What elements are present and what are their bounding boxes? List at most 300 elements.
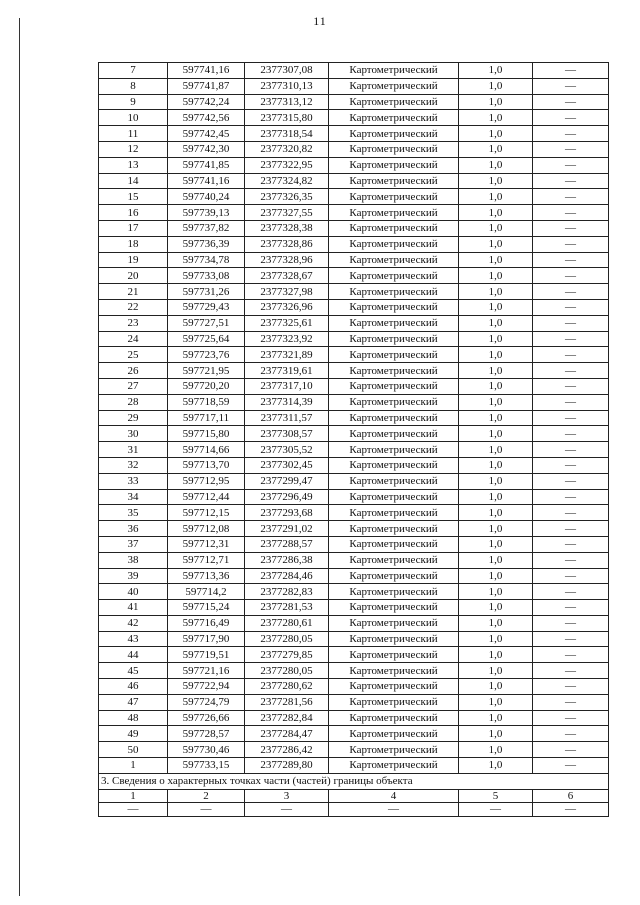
- accuracy-cell: 1,0: [459, 110, 533, 126]
- accuracy-cell: 1,0: [459, 63, 533, 79]
- description-cell: —: [533, 568, 609, 584]
- point-number-cell: 23: [99, 315, 168, 331]
- table-row: [99, 568, 609, 584]
- description-cell: —: [533, 63, 609, 79]
- accuracy-cell: 1,0: [459, 284, 533, 300]
- y-coordinate-cell: 2377282,83: [245, 584, 329, 600]
- accuracy-cell: 1,0: [459, 78, 533, 94]
- point-number-cell: 22: [99, 299, 168, 315]
- x-coordinate-cell: 597720,20: [168, 378, 245, 394]
- table-row: [99, 710, 609, 726]
- method-cell: Картометрический: [329, 489, 459, 505]
- x-coordinate-cell: 597739,13: [168, 205, 245, 221]
- y-coordinate-cell: 2377317,10: [245, 378, 329, 394]
- table-row: [99, 268, 609, 284]
- y-coordinate-cell: 2377310,13: [245, 78, 329, 94]
- x-coordinate-cell: 597724,79: [168, 694, 245, 710]
- x-coordinate-cell: 597722,94: [168, 679, 245, 695]
- description-cell: —: [533, 363, 609, 379]
- description-cell: —: [533, 126, 609, 142]
- description-cell: —: [533, 758, 609, 774]
- method-cell: Картометрический: [329, 347, 459, 363]
- x-coordinate-cell: 597715,24: [168, 600, 245, 616]
- method-cell: Картометрический: [329, 173, 459, 189]
- y-coordinate-cell: 2377328,86: [245, 236, 329, 252]
- page-number: 11: [313, 14, 327, 28]
- x-coordinate-cell: 597741,85: [168, 157, 245, 173]
- point-number-cell: 37: [99, 536, 168, 552]
- y-coordinate-cell: 2377328,67: [245, 268, 329, 284]
- method-cell: Картометрический: [329, 631, 459, 647]
- x-coordinate-cell: 597712,08: [168, 521, 245, 537]
- point-number-cell: 18: [99, 236, 168, 252]
- y-coordinate-cell: 2377289,80: [245, 758, 329, 774]
- table-row: [99, 694, 609, 710]
- x-coordinate-cell: 597713,70: [168, 457, 245, 473]
- table-row: [99, 410, 609, 426]
- method-cell: Картометрический: [329, 600, 459, 616]
- method-cell: Картометрический: [329, 126, 459, 142]
- point-number-cell: 38: [99, 552, 168, 568]
- description-cell: —: [533, 615, 609, 631]
- point-number-cell: 34: [99, 489, 168, 505]
- accuracy-cell: 1,0: [459, 220, 533, 236]
- description-cell: —: [533, 157, 609, 173]
- x-coordinate-cell: 597736,39: [168, 236, 245, 252]
- y-coordinate-cell: 2377321,89: [245, 347, 329, 363]
- x-coordinate-cell: 597717,11: [168, 410, 245, 426]
- table-row: [99, 236, 609, 252]
- accuracy-cell: 1,0: [459, 536, 533, 552]
- description-cell: —: [533, 220, 609, 236]
- accuracy-cell: 1,0: [459, 568, 533, 584]
- point-number-cell: 14: [99, 173, 168, 189]
- table-row: [99, 631, 609, 647]
- y-coordinate-cell: 2377288,57: [245, 536, 329, 552]
- accuracy-cell: 1,0: [459, 94, 533, 110]
- point-number-cell: 25: [99, 347, 168, 363]
- method-cell: Картометрический: [329, 694, 459, 710]
- accuracy-cell: 1,0: [459, 173, 533, 189]
- y-coordinate-cell: 2377281,56: [245, 694, 329, 710]
- table-row: [99, 742, 609, 758]
- method-cell: Картометрический: [329, 268, 459, 284]
- section3-empty-cell: —: [533, 803, 609, 817]
- x-coordinate-cell: 597728,57: [168, 726, 245, 742]
- y-coordinate-cell: 2377324,82: [245, 173, 329, 189]
- point-number-cell: 44: [99, 647, 168, 663]
- point-number-cell: 41: [99, 600, 168, 616]
- y-coordinate-cell: 2377305,52: [245, 442, 329, 458]
- accuracy-cell: 1,0: [459, 331, 533, 347]
- y-coordinate-cell: 2377314,39: [245, 394, 329, 410]
- method-cell: Картометрический: [329, 726, 459, 742]
- point-number-cell: 43: [99, 631, 168, 647]
- point-number-cell: 28: [99, 394, 168, 410]
- x-coordinate-cell: 597741,16: [168, 63, 245, 79]
- accuracy-cell: 1,0: [459, 442, 533, 458]
- table-row: [99, 252, 609, 268]
- method-cell: Картометрический: [329, 363, 459, 379]
- description-cell: —: [533, 647, 609, 663]
- point-number-cell: 33: [99, 473, 168, 489]
- point-number-cell: 50: [99, 742, 168, 758]
- accuracy-cell: 1,0: [459, 205, 533, 221]
- section3-empty-row: [99, 803, 609, 817]
- table-row: [99, 157, 609, 173]
- x-coordinate-cell: 597734,78: [168, 252, 245, 268]
- method-cell: Картометрический: [329, 157, 459, 173]
- method-cell: Картометрический: [329, 252, 459, 268]
- y-coordinate-cell: 2377313,12: [245, 94, 329, 110]
- x-coordinate-cell: 597737,82: [168, 220, 245, 236]
- accuracy-cell: 1,0: [459, 315, 533, 331]
- description-cell: —: [533, 694, 609, 710]
- x-coordinate-cell: 597717,90: [168, 631, 245, 647]
- method-cell: Картометрический: [329, 205, 459, 221]
- table-row: [99, 647, 609, 663]
- table-row: [99, 110, 609, 126]
- method-cell: Картометрический: [329, 284, 459, 300]
- method-cell: Картометрический: [329, 568, 459, 584]
- accuracy-cell: 1,0: [459, 473, 533, 489]
- point-number-cell: 1: [99, 758, 168, 774]
- point-number-cell: 8: [99, 78, 168, 94]
- accuracy-cell: 1,0: [459, 268, 533, 284]
- method-cell: Картометрический: [329, 742, 459, 758]
- table-row: [99, 426, 609, 442]
- description-cell: —: [533, 521, 609, 537]
- y-coordinate-cell: 2377325,61: [245, 315, 329, 331]
- section3-title: 3. Сведения о характерных точках части (частей) границы объекта: [99, 773, 609, 789]
- table-row: [99, 205, 609, 221]
- point-number-cell: 47: [99, 694, 168, 710]
- accuracy-cell: 1,0: [459, 141, 533, 157]
- table-row: [99, 394, 609, 410]
- x-coordinate-cell: 597742,24: [168, 94, 245, 110]
- accuracy-cell: 1,0: [459, 157, 533, 173]
- y-coordinate-cell: 2377280,05: [245, 663, 329, 679]
- description-cell: —: [533, 394, 609, 410]
- section3-empty-cell: —: [459, 803, 533, 817]
- description-cell: —: [533, 505, 609, 521]
- x-coordinate-cell: 597742,45: [168, 126, 245, 142]
- x-coordinate-cell: 597719,51: [168, 647, 245, 663]
- x-coordinate-cell: 597740,24: [168, 189, 245, 205]
- table-row: [99, 347, 609, 363]
- table-row: [99, 726, 609, 742]
- description-cell: —: [533, 331, 609, 347]
- y-coordinate-cell: 2377296,49: [245, 489, 329, 505]
- point-number-cell: 19: [99, 252, 168, 268]
- accuracy-cell: 1,0: [459, 631, 533, 647]
- point-number-cell: 9: [99, 94, 168, 110]
- table-row: [99, 442, 609, 458]
- method-cell: Картометрический: [329, 536, 459, 552]
- table-row: [99, 505, 609, 521]
- table-row: [99, 141, 609, 157]
- x-coordinate-cell: 597729,43: [168, 299, 245, 315]
- table-row: [99, 521, 609, 537]
- accuracy-cell: 1,0: [459, 457, 533, 473]
- table-row: [99, 584, 609, 600]
- y-coordinate-cell: 2377322,95: [245, 157, 329, 173]
- table-row: [99, 94, 609, 110]
- table-row: [99, 299, 609, 315]
- table-row: [99, 126, 609, 142]
- accuracy-cell: 1,0: [459, 363, 533, 379]
- description-cell: —: [533, 252, 609, 268]
- point-number-cell: 45: [99, 663, 168, 679]
- table-row: [99, 679, 609, 695]
- table-row: [99, 63, 609, 79]
- y-coordinate-cell: 2377279,85: [245, 647, 329, 663]
- y-coordinate-cell: 2377326,35: [245, 189, 329, 205]
- y-coordinate-cell: 2377328,96: [245, 252, 329, 268]
- description-cell: —: [533, 410, 609, 426]
- point-number-cell: 40: [99, 584, 168, 600]
- x-coordinate-cell: 597725,64: [168, 331, 245, 347]
- point-number-cell: 16: [99, 205, 168, 221]
- y-coordinate-cell: 2377311,57: [245, 410, 329, 426]
- method-cell: Картометрический: [329, 615, 459, 631]
- accuracy-cell: 1,0: [459, 426, 533, 442]
- accuracy-cell: 1,0: [459, 505, 533, 521]
- y-coordinate-cell: 2377307,08: [245, 63, 329, 79]
- y-coordinate-cell: 2377284,46: [245, 568, 329, 584]
- method-cell: Картометрический: [329, 663, 459, 679]
- y-coordinate-cell: 2377299,47: [245, 473, 329, 489]
- point-number-cell: 17: [99, 220, 168, 236]
- section3-title-row: [99, 773, 609, 789]
- table-row: [99, 173, 609, 189]
- coordinates-table: [98, 62, 609, 817]
- x-coordinate-cell: 597727,51: [168, 315, 245, 331]
- method-cell: Картометрический: [329, 647, 459, 663]
- point-number-cell: 21: [99, 284, 168, 300]
- point-number-cell: 39: [99, 568, 168, 584]
- x-coordinate-cell: 597742,56: [168, 110, 245, 126]
- point-number-cell: 30: [99, 426, 168, 442]
- description-cell: —: [533, 78, 609, 94]
- y-coordinate-cell: 2377280,05: [245, 631, 329, 647]
- table-row: [99, 600, 609, 616]
- method-cell: Картометрический: [329, 299, 459, 315]
- accuracy-cell: 1,0: [459, 126, 533, 142]
- description-cell: —: [533, 600, 609, 616]
- description-cell: —: [533, 315, 609, 331]
- table-row: [99, 758, 609, 774]
- description-cell: —: [533, 426, 609, 442]
- point-number-cell: 31: [99, 442, 168, 458]
- table-row: [99, 552, 609, 568]
- method-cell: Картометрический: [329, 473, 459, 489]
- method-cell: Картометрический: [329, 552, 459, 568]
- accuracy-cell: 1,0: [459, 552, 533, 568]
- description-cell: —: [533, 457, 609, 473]
- description-cell: —: [533, 584, 609, 600]
- method-cell: Картометрический: [329, 63, 459, 79]
- y-coordinate-cell: 2377302,45: [245, 457, 329, 473]
- y-coordinate-cell: 2377323,92: [245, 331, 329, 347]
- y-coordinate-cell: 2377286,38: [245, 552, 329, 568]
- x-coordinate-cell: 597733,15: [168, 758, 245, 774]
- x-coordinate-cell: 597712,71: [168, 552, 245, 568]
- accuracy-cell: 1,0: [459, 647, 533, 663]
- x-coordinate-cell: 597718,59: [168, 394, 245, 410]
- y-coordinate-cell: 2377308,57: [245, 426, 329, 442]
- x-coordinate-cell: 597721,16: [168, 663, 245, 679]
- accuracy-cell: 1,0: [459, 615, 533, 631]
- section3-header-cell: 4: [329, 789, 459, 803]
- x-coordinate-cell: 597715,80: [168, 426, 245, 442]
- point-number-cell: 35: [99, 505, 168, 521]
- description-cell: —: [533, 679, 609, 695]
- accuracy-cell: 1,0: [459, 378, 533, 394]
- accuracy-cell: 1,0: [459, 663, 533, 679]
- point-number-cell: 49: [99, 726, 168, 742]
- y-coordinate-cell: 2377280,62: [245, 679, 329, 695]
- description-cell: —: [533, 141, 609, 157]
- description-cell: —: [533, 173, 609, 189]
- method-cell: Картометрический: [329, 426, 459, 442]
- accuracy-cell: 1,0: [459, 726, 533, 742]
- table-row: [99, 78, 609, 94]
- point-number-cell: 42: [99, 615, 168, 631]
- accuracy-cell: 1,0: [459, 694, 533, 710]
- table-row: [99, 457, 609, 473]
- section3-header-cell: 2: [168, 789, 245, 803]
- method-cell: Картометрический: [329, 110, 459, 126]
- section3-header-cell: 3: [245, 789, 329, 803]
- accuracy-cell: 1,0: [459, 584, 533, 600]
- x-coordinate-cell: 597731,26: [168, 284, 245, 300]
- accuracy-cell: 1,0: [459, 489, 533, 505]
- method-cell: Картометрический: [329, 94, 459, 110]
- table-row: [99, 473, 609, 489]
- method-cell: Картометрический: [329, 220, 459, 236]
- y-coordinate-cell: 2377327,98: [245, 284, 329, 300]
- description-cell: —: [533, 726, 609, 742]
- method-cell: Картометрический: [329, 331, 459, 347]
- description-cell: —: [533, 536, 609, 552]
- x-coordinate-cell: 597726,66: [168, 710, 245, 726]
- accuracy-cell: 1,0: [459, 742, 533, 758]
- description-cell: —: [533, 552, 609, 568]
- accuracy-cell: 1,0: [459, 236, 533, 252]
- method-cell: Картометрический: [329, 236, 459, 252]
- section3-header-cell: 6: [533, 789, 609, 803]
- x-coordinate-cell: 597712,31: [168, 536, 245, 552]
- description-cell: —: [533, 347, 609, 363]
- point-number-cell: 7: [99, 63, 168, 79]
- method-cell: Картометрический: [329, 394, 459, 410]
- x-coordinate-cell: 597721,95: [168, 363, 245, 379]
- table-row: [99, 331, 609, 347]
- accuracy-cell: 1,0: [459, 600, 533, 616]
- description-cell: —: [533, 236, 609, 252]
- section3-header-row: [99, 789, 609, 803]
- description-cell: —: [533, 299, 609, 315]
- y-coordinate-cell: 2377280,61: [245, 615, 329, 631]
- point-number-cell: 36: [99, 521, 168, 537]
- description-cell: —: [533, 94, 609, 110]
- description-cell: —: [533, 284, 609, 300]
- description-cell: —: [533, 663, 609, 679]
- point-number-cell: 29: [99, 410, 168, 426]
- table-row: [99, 489, 609, 505]
- point-number-cell: 10: [99, 110, 168, 126]
- accuracy-cell: 1,0: [459, 521, 533, 537]
- method-cell: Картометрический: [329, 315, 459, 331]
- description-cell: —: [533, 268, 609, 284]
- point-number-cell: 12: [99, 141, 168, 157]
- y-coordinate-cell: 2377327,55: [245, 205, 329, 221]
- accuracy-cell: 1,0: [459, 189, 533, 205]
- point-number-cell: 27: [99, 378, 168, 394]
- x-coordinate-cell: 597741,87: [168, 78, 245, 94]
- description-cell: —: [533, 189, 609, 205]
- y-coordinate-cell: 2377293,68: [245, 505, 329, 521]
- point-number-cell: 15: [99, 189, 168, 205]
- table-row: [99, 189, 609, 205]
- accuracy-cell: 1,0: [459, 410, 533, 426]
- table-row: [99, 315, 609, 331]
- point-number-cell: 11: [99, 126, 168, 142]
- accuracy-cell: 1,0: [459, 347, 533, 363]
- accuracy-cell: 1,0: [459, 299, 533, 315]
- table-row: [99, 536, 609, 552]
- description-cell: —: [533, 378, 609, 394]
- point-number-cell: 48: [99, 710, 168, 726]
- method-cell: Картометрический: [329, 521, 459, 537]
- x-coordinate-cell: 597716,49: [168, 615, 245, 631]
- point-number-cell: 13: [99, 157, 168, 173]
- point-number-cell: 20: [99, 268, 168, 284]
- accuracy-cell: 1,0: [459, 679, 533, 695]
- description-cell: —: [533, 205, 609, 221]
- x-coordinate-cell: 597712,15: [168, 505, 245, 521]
- x-coordinate-cell: 597713,36: [168, 568, 245, 584]
- description-cell: —: [533, 110, 609, 126]
- y-coordinate-cell: 2377319,61: [245, 363, 329, 379]
- y-coordinate-cell: 2377286,42: [245, 742, 329, 758]
- accuracy-cell: 1,0: [459, 758, 533, 774]
- accuracy-cell: 1,0: [459, 710, 533, 726]
- x-coordinate-cell: 597714,66: [168, 442, 245, 458]
- x-coordinate-cell: 597712,44: [168, 489, 245, 505]
- section3-empty-cell: —: [168, 803, 245, 817]
- method-cell: Картометрический: [329, 141, 459, 157]
- y-coordinate-cell: 2377328,38: [245, 220, 329, 236]
- section3-header-cell: 1: [99, 789, 168, 803]
- y-coordinate-cell: 2377284,47: [245, 726, 329, 742]
- method-cell: Картометрический: [329, 505, 459, 521]
- table-row: [99, 220, 609, 236]
- description-cell: —: [533, 489, 609, 505]
- section3-empty-cell: —: [329, 803, 459, 817]
- y-coordinate-cell: 2377318,54: [245, 126, 329, 142]
- accuracy-cell: 1,0: [459, 394, 533, 410]
- coordinates-table-body: [99, 63, 609, 774]
- table-row: [99, 284, 609, 300]
- y-coordinate-cell: 2377282,84: [245, 710, 329, 726]
- section3-empty-cell: —: [99, 803, 168, 817]
- method-cell: Картометрический: [329, 758, 459, 774]
- point-number-cell: 32: [99, 457, 168, 473]
- page-left-margin-rule: [19, 18, 20, 896]
- method-cell: Картометрический: [329, 189, 459, 205]
